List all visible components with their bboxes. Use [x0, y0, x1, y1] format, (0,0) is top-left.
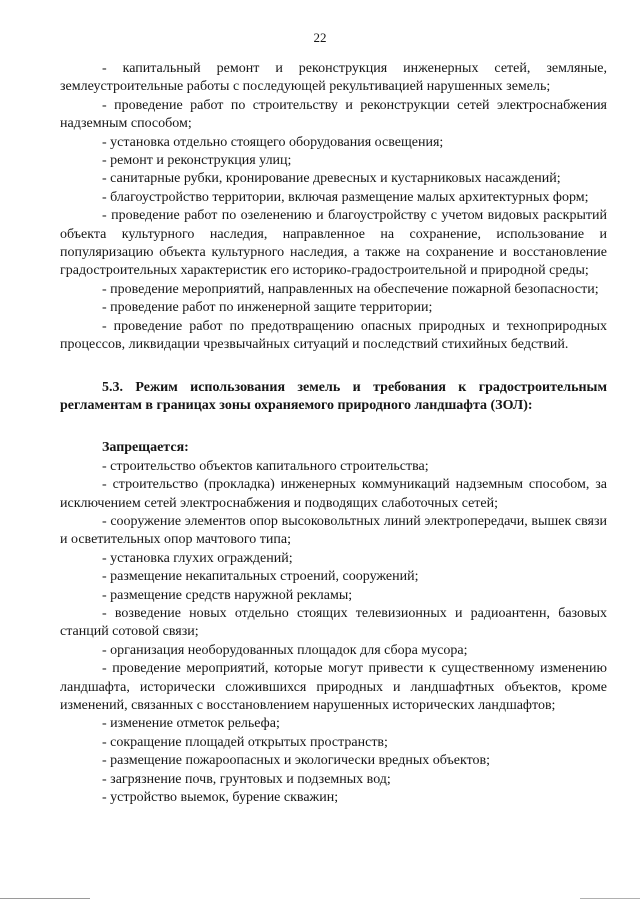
list-item: - изменение отметок рельефа;: [102, 716, 280, 732]
list-item: - санитарные рубки, кронирование древесных и кустарниковых насаждений;: [102, 171, 561, 187]
list-item: - проведение работ по строительству и реконструкции сетей электроснабжения надземным способом;: [60, 97, 607, 132]
list-item: - проведение мероприятий, которые могут привести к существенному изменению ландшафта, исторически сложившихся природных и ландшафтных объектов, кроме изменений, связанных с восстановлением нарушенных исторических ландшафтов;: [60, 661, 607, 713]
list-item: - установка глухих ограждений;: [102, 550, 293, 566]
list-item: - капитальный ремонт и реконструкция инженерных сетей, земляные, землеустроительные работы с последующей рекультивацией нарушенных земель;: [60, 61, 607, 95]
list-item: - установка отдельно стоящего оборудования освещения;: [102, 134, 444, 150]
list-item: - проведение мероприятий, направленных на обеспечение пожарной безопасности;: [102, 281, 599, 297]
section-heading: 5.3. Режим использования земель и требования к градостроительным регламентам в границах зоны охраняемого природного ландшафта (ЗОЛ):: [60, 379, 607, 413]
list-item: - устройство выемок, бурение скважин;: [102, 790, 339, 806]
allowed-works-list: [60, 60, 607, 355]
list-item: - возведение новых отдельно стоящих телевизионных и радиоантенн, базовых станций сотовой связи;: [60, 605, 607, 640]
list-item: - проведение работ по предотвращению опасных природных и технoприродных процессов, ликвидации чрезвычайных ситуаций и последствий стихийных бедствий.: [60, 318, 607, 353]
list-item: - загрязнение почв, грунтовых и подземных вод;: [102, 771, 391, 787]
page-content: [60, 60, 607, 807]
scan-edge-mark: [580, 898, 640, 905]
list-item: - благоустройство территории, включая размещение малых архитектурных форм;: [102, 189, 589, 205]
list-item: - сокращение площадей открытых пространств;: [102, 734, 388, 750]
list-item: - сооружение элементов опор высоковольтных линий электропередачи, вышек связи и осветительных опор мачтового типа;: [60, 513, 607, 548]
list-item: - размещение средств наружной рекламы;: [102, 587, 353, 603]
forbidden-label: Запрещается:: [102, 440, 189, 456]
list-item: - строительство (прокладка) инженерных коммуникаций надземным способом, за исключением сетей электроснабжения и подводящих слаботочных сетей;: [60, 477, 607, 511]
scan-edge-mark: [0, 898, 90, 905]
list-item: - проведение работ по инженерной защите территории;: [102, 300, 433, 316]
list-item: - проведение работ по озеленению и благоустройству с учетом видовых раскрытий объекта культурного наследия, направленное на сохранение, использование и популяризацию объекта культурного наследия, а также на сохранение и восстановление градостроительных характеристик его историко-градостроительной и природной среды;: [60, 208, 607, 279]
list-item: - размещение пожароопасных и экологически вредных объектов;: [102, 753, 491, 769]
forbidden-works-list: [60, 458, 607, 808]
list-item: - строительство объектов капитального строительства;: [102, 458, 429, 474]
list-item: - размещение некапитальных строений, сооружений;: [102, 569, 419, 585]
list-item: - ремонт и реконструкция улиц;: [102, 153, 292, 169]
list-item: - организация необорудованных площадок для сбора мусора;: [102, 642, 468, 658]
page-number: 22: [313, 30, 327, 45]
